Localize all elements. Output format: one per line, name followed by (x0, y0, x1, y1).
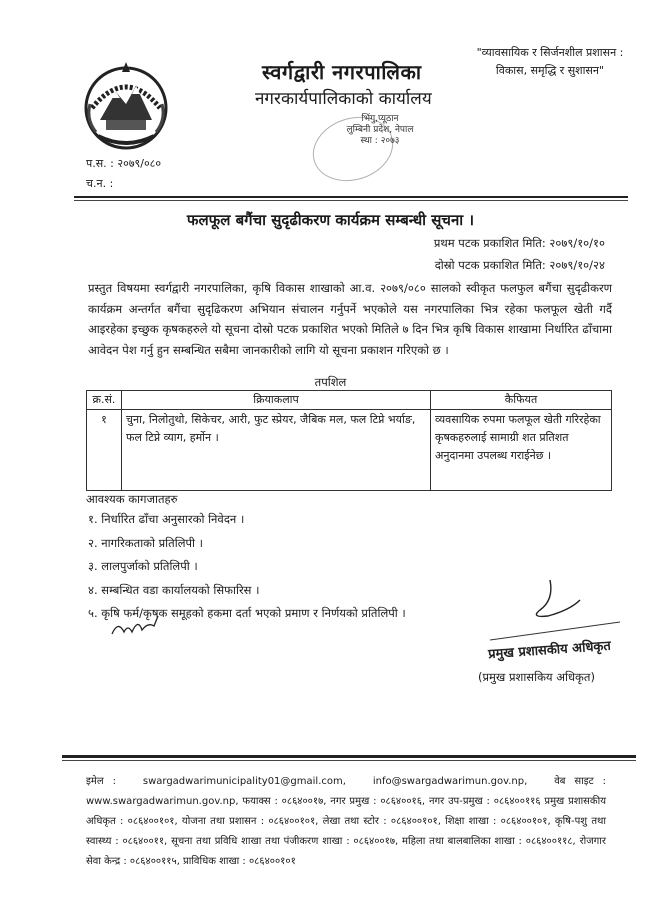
nepal-emblem-logo (78, 58, 174, 154)
footer-divider (62, 755, 636, 758)
col-header-activity: क्रियाकलाप (122, 391, 431, 410)
phone-directory: फयाक्स : ०८६४००१७, नगर प्रमुख : ०८६४००१६, नगर उप-प्रमुख : ०८६४००११६ प्रमुख प्रशासकीय अधिकृत : ०८६४००१०१, योजना तथा प्रशासन : ०८६४००१०१, लेखा तथा स्टोर : ०८६४००१०१, शिक्षा शाखा : ०८६४००१०१, कृषि-पशु तथा स्वास्थ्य : ०८६४००११, सूचना तथा प्रविधि शाखा तथा पंजीकरण शाखा : ०८६४००१७, महिला तथा बालबालिका शाखा : ०८६४००११८, रोजगार सेवा केन्द्र : ०८६४००११५, प्राविधिक शाखा : ०८६४००१०१ (86, 796, 606, 867)
initials-signature (110, 612, 160, 642)
motto (470, 44, 630, 80)
signatory-title: (प्रमुख प्रशासकिय अधिकृत) (478, 670, 595, 684)
list-item: ४. सम्बन्धित वडा कार्यालयको सिफारिस । (88, 582, 260, 597)
header-divider (74, 196, 628, 198)
notice-title: फलफूल बगैंचा सुदृढीकरण कार्यक्रम सम्बन्धी सूचना । (186, 211, 475, 229)
email-link-1[interactable]: swargadwarimunicipality01@gmail.com, (142, 776, 346, 787)
address-line-1: भिंगु,प्यूठान (361, 114, 399, 124)
second-publish-date: दोस्रो पटक प्रकाशित मिति: २०७९/१०/२४ (434, 258, 605, 272)
address-line-3: स्था : २०७३ (360, 136, 400, 146)
list-item: २. नागरिकताको प्रतिलिपी । (88, 535, 204, 550)
motto-line-2: विकास, समृद्धि र सुशासन" (495, 64, 605, 77)
col-header-remarks: कैफियत (431, 391, 612, 410)
motto-line-1: "व्यावसायिक र सिर्जनशील प्रशासन : (476, 46, 624, 59)
website-label: वेब साइट : (554, 776, 606, 787)
list-item: ५. कृषि फर्म/कृषक समूहको हकमा दर्ता भएको प्रमाण र निर्णयको प्रतिलिपी । (88, 606, 406, 620)
office-address (330, 114, 430, 147)
footer-contacts (86, 772, 606, 872)
address-line-2: लुम्बिनी प्रदेश, नेपाल (346, 125, 414, 135)
cell-sn: १ (87, 410, 122, 491)
schedule-table (86, 390, 612, 491)
col-header-sn: क्र.सं. (87, 391, 122, 410)
list-item: ३. लालपुर्जाको प्रतिलिपी । (88, 559, 198, 573)
cell-remarks: व्यवसायिक रुपमा फलफूल खेती गरिरहेका कृषकहरुलाई सामाग्री शत प्रतिशत अनुदानमा उपलब्ध गराईनेछ । (431, 410, 612, 491)
first-publish-date: प्रथम पटक प्रकाशित मिति: २०७९/१०/१० (433, 236, 605, 250)
table-row (87, 410, 612, 491)
office-name: नगरकार्यपालिकाको कार्यालय (255, 89, 432, 109)
website-link[interactable]: www.swargadwarimun.gov.np, (86, 796, 239, 807)
cell-activity: चुना, निलोतुथो, सिकेचर, आरी, फुट स्प्रेयर, जैबिक मल, फल टिप्ने भर्याङ, फल टिप्ने व्याग, हर्मोन । (122, 410, 431, 491)
designation-stamp: प्रमुख प्रशासकीय अधिकृत (487, 638, 612, 663)
reference-number: प.स. : २०७९/०८० (86, 157, 162, 170)
email-link-2[interactable]: info@swargadwarimun.gov.np, (372, 776, 528, 787)
list-item: १. निर्धारित ढाँचा अनुसारको निवेदन । (88, 512, 245, 526)
dispatch-number: च.न. : (86, 177, 114, 190)
email-label: इमेल : (86, 776, 116, 787)
municipality-name: स्वर्गद्वारी नगरपालिका (262, 60, 422, 84)
documents-heading: आवश्यक कागजातहरु (86, 492, 178, 506)
footer-divider-thin (62, 760, 636, 761)
table-header-row (87, 391, 612, 410)
schedule-caption: तपशिल (314, 375, 347, 389)
header-divider-thin (74, 200, 628, 201)
notice-body: प्रस्तुत विषयमा स्वर्गद्वारी नगरपालिका, कृषि विकास शाखाको आ.व. २०७९/०८० सालको स्वीकृत फलफुल बगैंचा सुदृढीकरण कार्यक्रम अन्तर्गत बगैंचा सुदृढिकरण अभियान संचालन गर्नुपर्ने भएकोले यस नगरपालिका भित्र रहेका फलफूल खेती गर्दै आइरहेका इच्छुक कृषकहरुले यो सूचना दोस्रो पटक प्रकाशित भएको मितिले ७ दिन भित्र कृषि विकास शाखामा निर्धारित ढाँचामा आवेदन पेश गर्नु हुन सम्बन्धित सबैमा जानकारीको लागि यो सूचना प्रकाशन गरिएको छ । (88, 281, 612, 357)
